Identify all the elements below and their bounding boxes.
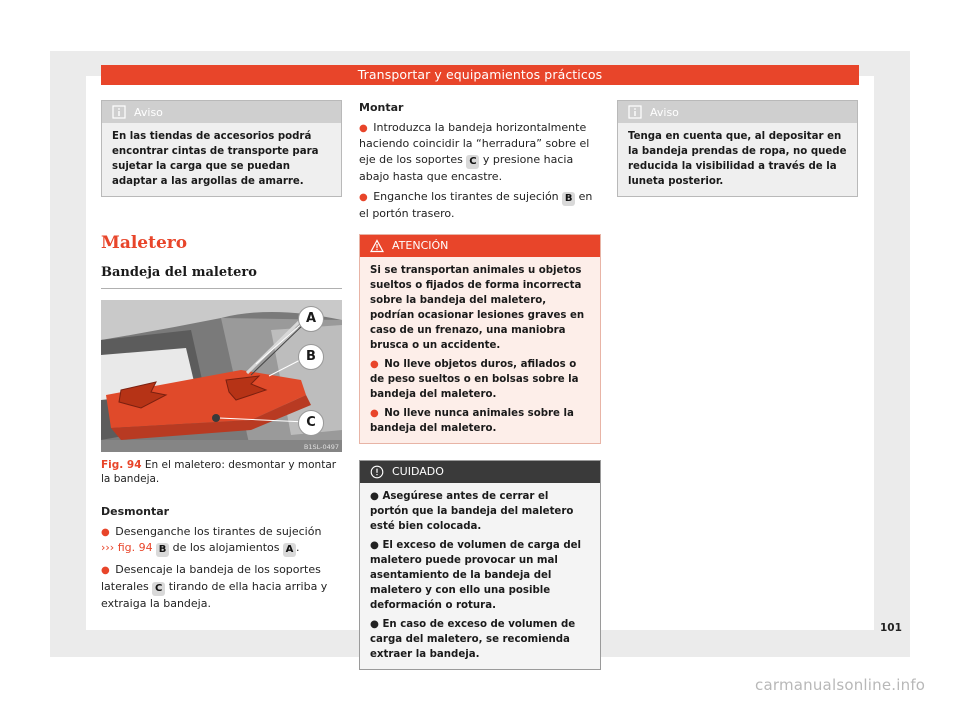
info-icon [112,105,126,119]
aviso-box [101,100,342,197]
aviso-text: En las tiendas de accesorios podrá encontrar cintas de transporte para sujetar la carga que se puedan adaptar a las argollas de amarre. [102,123,341,196]
figure-code: B1SL-0497 [303,443,339,451]
desmontar-section [101,504,342,611]
section-title: Maletero [101,233,188,253]
cuidado-item: ● En caso de exceso de volumen de carga del maletero, se recomienda extraer la bandeja. [370,618,576,660]
figure-94 [101,300,342,452]
cuidado-box [359,460,601,670]
bullet-icon: ● [101,526,110,538]
bullet-icon: ● [359,192,368,203]
atencion-item: ● No lleve objetos duros, afilados o de peso sueltos o en bolsas sobre la bandeja del maletero. [370,358,579,400]
figure-ref: Fig. 94 [101,459,142,471]
aviso-title: Aviso [134,105,163,119]
page-number: 101 [880,622,902,634]
cuidado-item: ● El exceso de volumen de carga del maletero puede provocar un mal asentamiento de la bandeja del maletero y con ello una posible deformación o rotura. [370,539,582,611]
callout-c: C [298,410,324,436]
label-a-tag: A [283,543,296,557]
label-c-tag: C [152,582,165,596]
callout-a: A [298,306,324,332]
atencion-intro: Si se transportan animales u objetos sueltos o fijados de forma incorrecta sobre la bandeja del maletero, podrían ocasionar lesiones graves en caso de un frenazo, una maniobra brusca o un accidente. [370,264,585,351]
desmontar-title: Desmontar [101,505,170,518]
chapter-header: Transportar y equipamientos prácticos [101,65,859,85]
aviso-box [617,100,858,197]
bullet-icon: ● [370,490,379,502]
montar-section [359,100,601,222]
cuidado-item: ● Asegúrese antes de cerrar el portón que la bandeja del maletero esté bien colocada. [370,490,574,532]
montar-title: Montar [359,101,404,114]
montar-step-2: ● Enganche los tirantes de sujeción B en el portón trasero. [359,190,593,220]
bullet-icon: ● [370,358,379,370]
figure-caption [101,458,342,486]
column-middle [359,100,601,670]
atencion-item: ● No lleve nunca animales sobre la bandeja del maletero. [370,407,574,434]
cuidado-title: CUIDADO [392,465,444,478]
fig-link[interactable]: fig. 94 [117,541,153,554]
aviso-title: Aviso [650,105,679,119]
desmontar-step-2: ● Desencaje la bandeja de los soportes laterales C tirando de ella hacia arriba y extraiga la bandeja. [101,563,328,610]
subsection-title: Bandeja del maletero [101,265,257,280]
watermark: carmanualsonline.info [755,676,926,694]
label-c-tag: C [466,155,479,169]
bullet-icon: ● [370,618,379,630]
bullet-icon: ● [370,407,379,419]
bullet-icon: ● [101,565,110,576]
info-icon [628,105,642,119]
bullet-icon: ● [370,539,379,551]
bullet-icon: ● [359,122,368,134]
caution-circle-icon [370,465,384,479]
atencion-box [359,234,601,444]
montar-step-1: ● Introduzca la bandeja horizontalmente haciendo coincidir la “herradura” sobre el eje de los soportes C y presione hacia abajo hasta que encastre. [359,120,590,183]
column-left [101,100,342,616]
callout-b: B [298,344,324,370]
figure-caption-text: En el maletero: desmontar y montar la bandeja. [101,459,337,485]
atencion-title: ATENCIÓN [392,239,449,252]
label-b-tag: B [156,543,169,557]
subsection-rule [101,288,342,289]
desmontar-step-1: ● Desenganche los tirantes de sujeción ››› fig. 94 B de los alojamientos A . [101,524,322,555]
column-right [617,100,858,197]
label-b-tag: B [562,192,575,206]
aviso-text: Tenga en cuenta que, al depositar en la bandeja prendas de ropa, no quede reducida la visibilidad a través de la luneta posterior. [618,123,857,196]
warning-triangle-icon [370,239,384,253]
